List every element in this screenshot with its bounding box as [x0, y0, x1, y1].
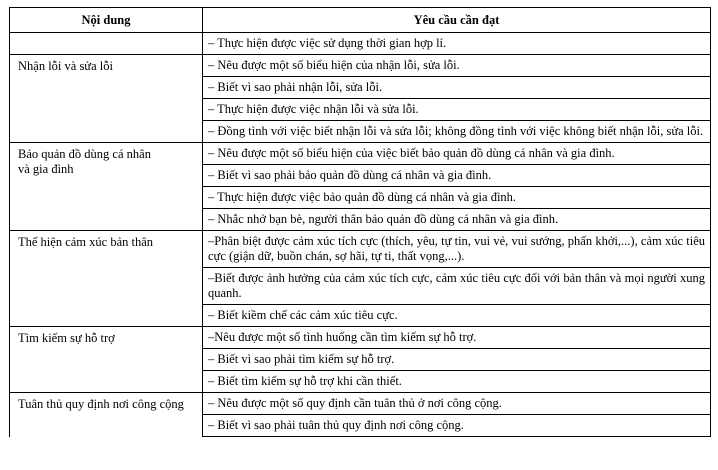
topic-text: và gia đình	[18, 162, 74, 176]
requirement-cell: – Thực hiện được việc bảo quản đồ dùng cá nhân và gia đình.	[203, 187, 711, 209]
table-row	[10, 55, 711, 77]
topic-text: Tìm kiếm sự hỗ trợ	[18, 331, 115, 345]
topic-text: Nhận lỗi và sửa lỗi	[18, 59, 113, 73]
requirement-cell: – Nêu được một số biểu hiện của nhận lỗi, sửa lỗi.	[203, 55, 711, 77]
table-row	[10, 231, 711, 268]
requirement-cell: – Biết vì sao phải tìm kiếm sự hỗ trợ.	[203, 349, 711, 371]
topic-text: Bảo quản đồ dùng cá nhân	[18, 147, 151, 161]
requirement-cell: –Phân biệt được cảm xúc tích cực (thích, yêu, tự tin, vui vẻ, vui sướng, phấn khởi,...), cảm xúc tiêu cực (giận dữ, buồn chán, sợ hãi, tự ti, thất vọng,...).	[203, 231, 711, 268]
table-row	[10, 33, 711, 55]
topic-cell	[10, 33, 203, 55]
requirement-cell: – Nhắc nhở bạn bè, người thân bảo quản đồ dùng cá nhân và gia đình.	[203, 209, 711, 231]
requirement-cell: – Đồng tình với việc biết nhận lỗi và sửa lỗi; không đồng tình với việc không biết nhận lỗi, sửa lỗi.	[203, 121, 711, 143]
table-row	[10, 327, 711, 349]
curriculum-table	[9, 7, 711, 437]
curriculum-table-wrapper	[9, 7, 710, 437]
topic-text: Tuân thủ quy định nơi công cộng	[18, 397, 184, 411]
topic-cell	[10, 327, 203, 393]
requirement-cell: – Biết tìm kiếm sự hỗ trợ khi cần thiết.	[203, 371, 711, 393]
topic-cell	[10, 231, 203, 327]
header-requirements: Yêu cầu cần đạt	[203, 8, 711, 33]
table-row	[10, 143, 711, 165]
requirement-cell: – Biết vì sao phải bảo quản đồ dùng cá nhân và gia đình.	[203, 165, 711, 187]
requirement-cell: – Biết kiềm chế các cảm xúc tiêu cực.	[203, 305, 711, 327]
requirement-cell: – Nêu được một số biểu hiện của việc biết bảo quản đồ dùng cá nhân và gia đình.	[203, 143, 711, 165]
requirement-cell: –Nêu được một số tình huống cần tìm kiếm sự hỗ trợ.	[203, 327, 711, 349]
header-row	[10, 8, 711, 33]
topic-cell	[10, 393, 203, 437]
topic-cell	[10, 55, 203, 143]
topic-cell	[10, 143, 203, 231]
requirement-cell: – Thực hiện được việc nhận lỗi và sửa lỗi.	[203, 99, 711, 121]
topic-text: Thể hiện cảm xúc bản thân	[18, 235, 154, 249]
requirement-cell: –Biết được ảnh hưởng của cảm xúc tích cực, cảm xúc tiêu cực đối với bản thân và mọi người xung quanh.	[203, 268, 711, 305]
requirement-cell: – Nêu được một số quy định cần tuân thủ ở nơi công cộng.	[203, 393, 711, 415]
requirement-cell: – Biết vì sao phải tuân thủ quy định nơi công cộng.	[203, 415, 711, 437]
requirement-cell: – Thực hiện được việc sử dụng thời gian hợp lí.	[203, 33, 711, 55]
table-row	[10, 393, 711, 415]
header-content: Nội dung	[10, 8, 203, 33]
table-body	[10, 33, 711, 437]
requirement-cell: – Biết vì sao phải nhận lỗi, sửa lỗi.	[203, 77, 711, 99]
